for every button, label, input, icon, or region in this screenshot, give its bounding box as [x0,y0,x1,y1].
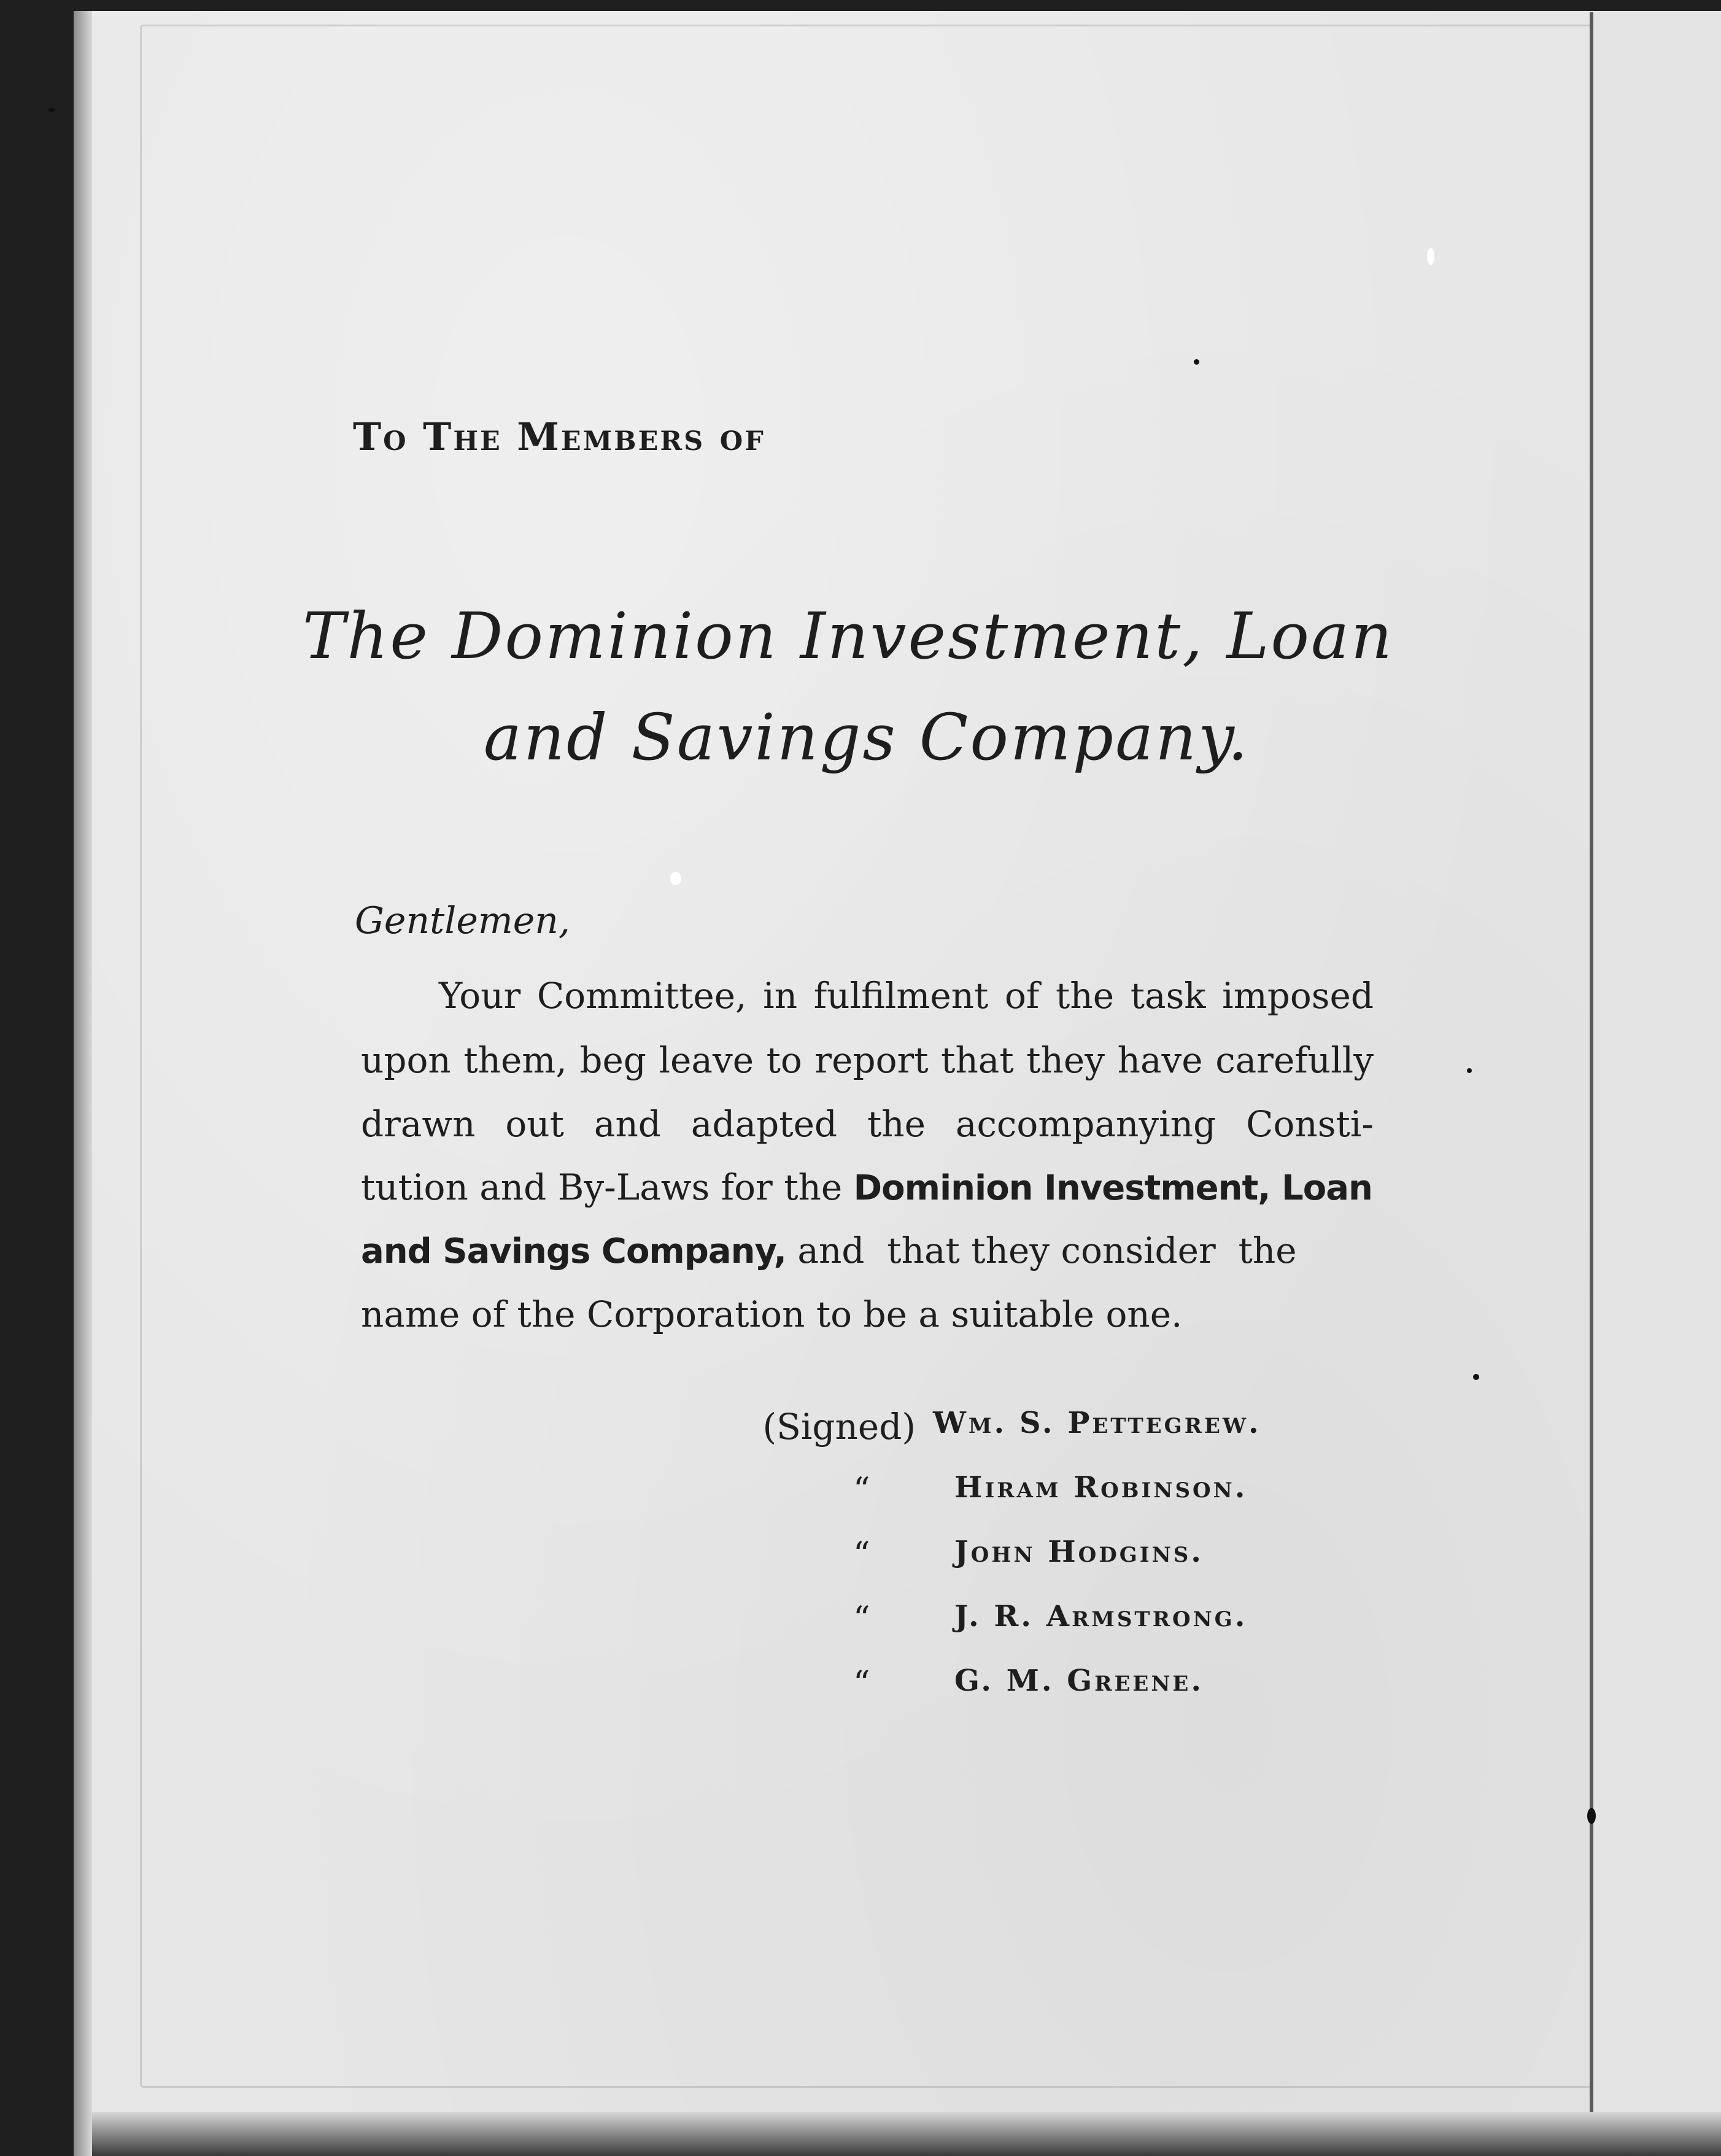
dust-speck [1587,1808,1596,1824]
page-bottom-shadow [92,2112,1721,2156]
signatory-name: G. M. Greene. [954,1664,1204,1698]
signature-row-4 [0,1599,1721,1648]
body-line-4-text: tution and By-Laws for the [361,1166,854,1208]
greeting: Gentlemen, [355,899,571,942]
ditto-mark: “ [853,1535,870,1573]
body-line-3: drawn out and adapted the accompanying Consti- [361,1103,1374,1145]
ditto-mark: “ [853,1470,870,1509]
body-line-4 [361,1166,1374,1208]
dust-speck [1473,1374,1479,1380]
ditto-mark: “ [853,1599,870,1638]
dust-speck [1467,1068,1472,1073]
signed-label: (Signed) [762,1406,916,1448]
address-heading: To The Members of [353,414,765,459]
signatory-name: Hiram Robinson. [954,1470,1248,1505]
adjacent-page-strip [1593,12,1721,2142]
company-name-bold-1: Dominion Investment, Loan [853,1168,1372,1208]
page-left-edge [74,11,92,2156]
signature-row-3 [0,1535,1721,1584]
company-title-line-2: and Savings Company. [483,700,1250,775]
dust-speck [1427,248,1434,265]
dust-speck [48,108,55,112]
dust-speck [1194,359,1199,365]
ditto-mark: “ [853,1664,870,1702]
body-line-5 [361,1230,1374,1271]
body-line-5-text: and that they consider the [786,1230,1297,1271]
signature-row-1 [0,1406,1721,1455]
signature-row-5 [0,1664,1721,1713]
body-line-1: Your Committee, in fulfilment of the task imposed [439,975,1374,1017]
signatory-name: John Hodgins. [954,1535,1204,1569]
body-line-2: upon them, beg leave to report that they have carefully [361,1039,1374,1081]
dust-speck [670,872,681,885]
company-title-line-1: The Dominion Investment, Loan [303,599,1394,673]
body-line-6: name of the Corporation to be a suitable one. [361,1293,1183,1335]
company-name-bold-2: and Savings Company, [361,1231,786,1271]
signatory-name: Wm. S. Pettegrew. [933,1406,1261,1440]
signatory-name: J. R. Armstrong. [954,1599,1248,1634]
signature-row-2 [0,1470,1721,1519]
